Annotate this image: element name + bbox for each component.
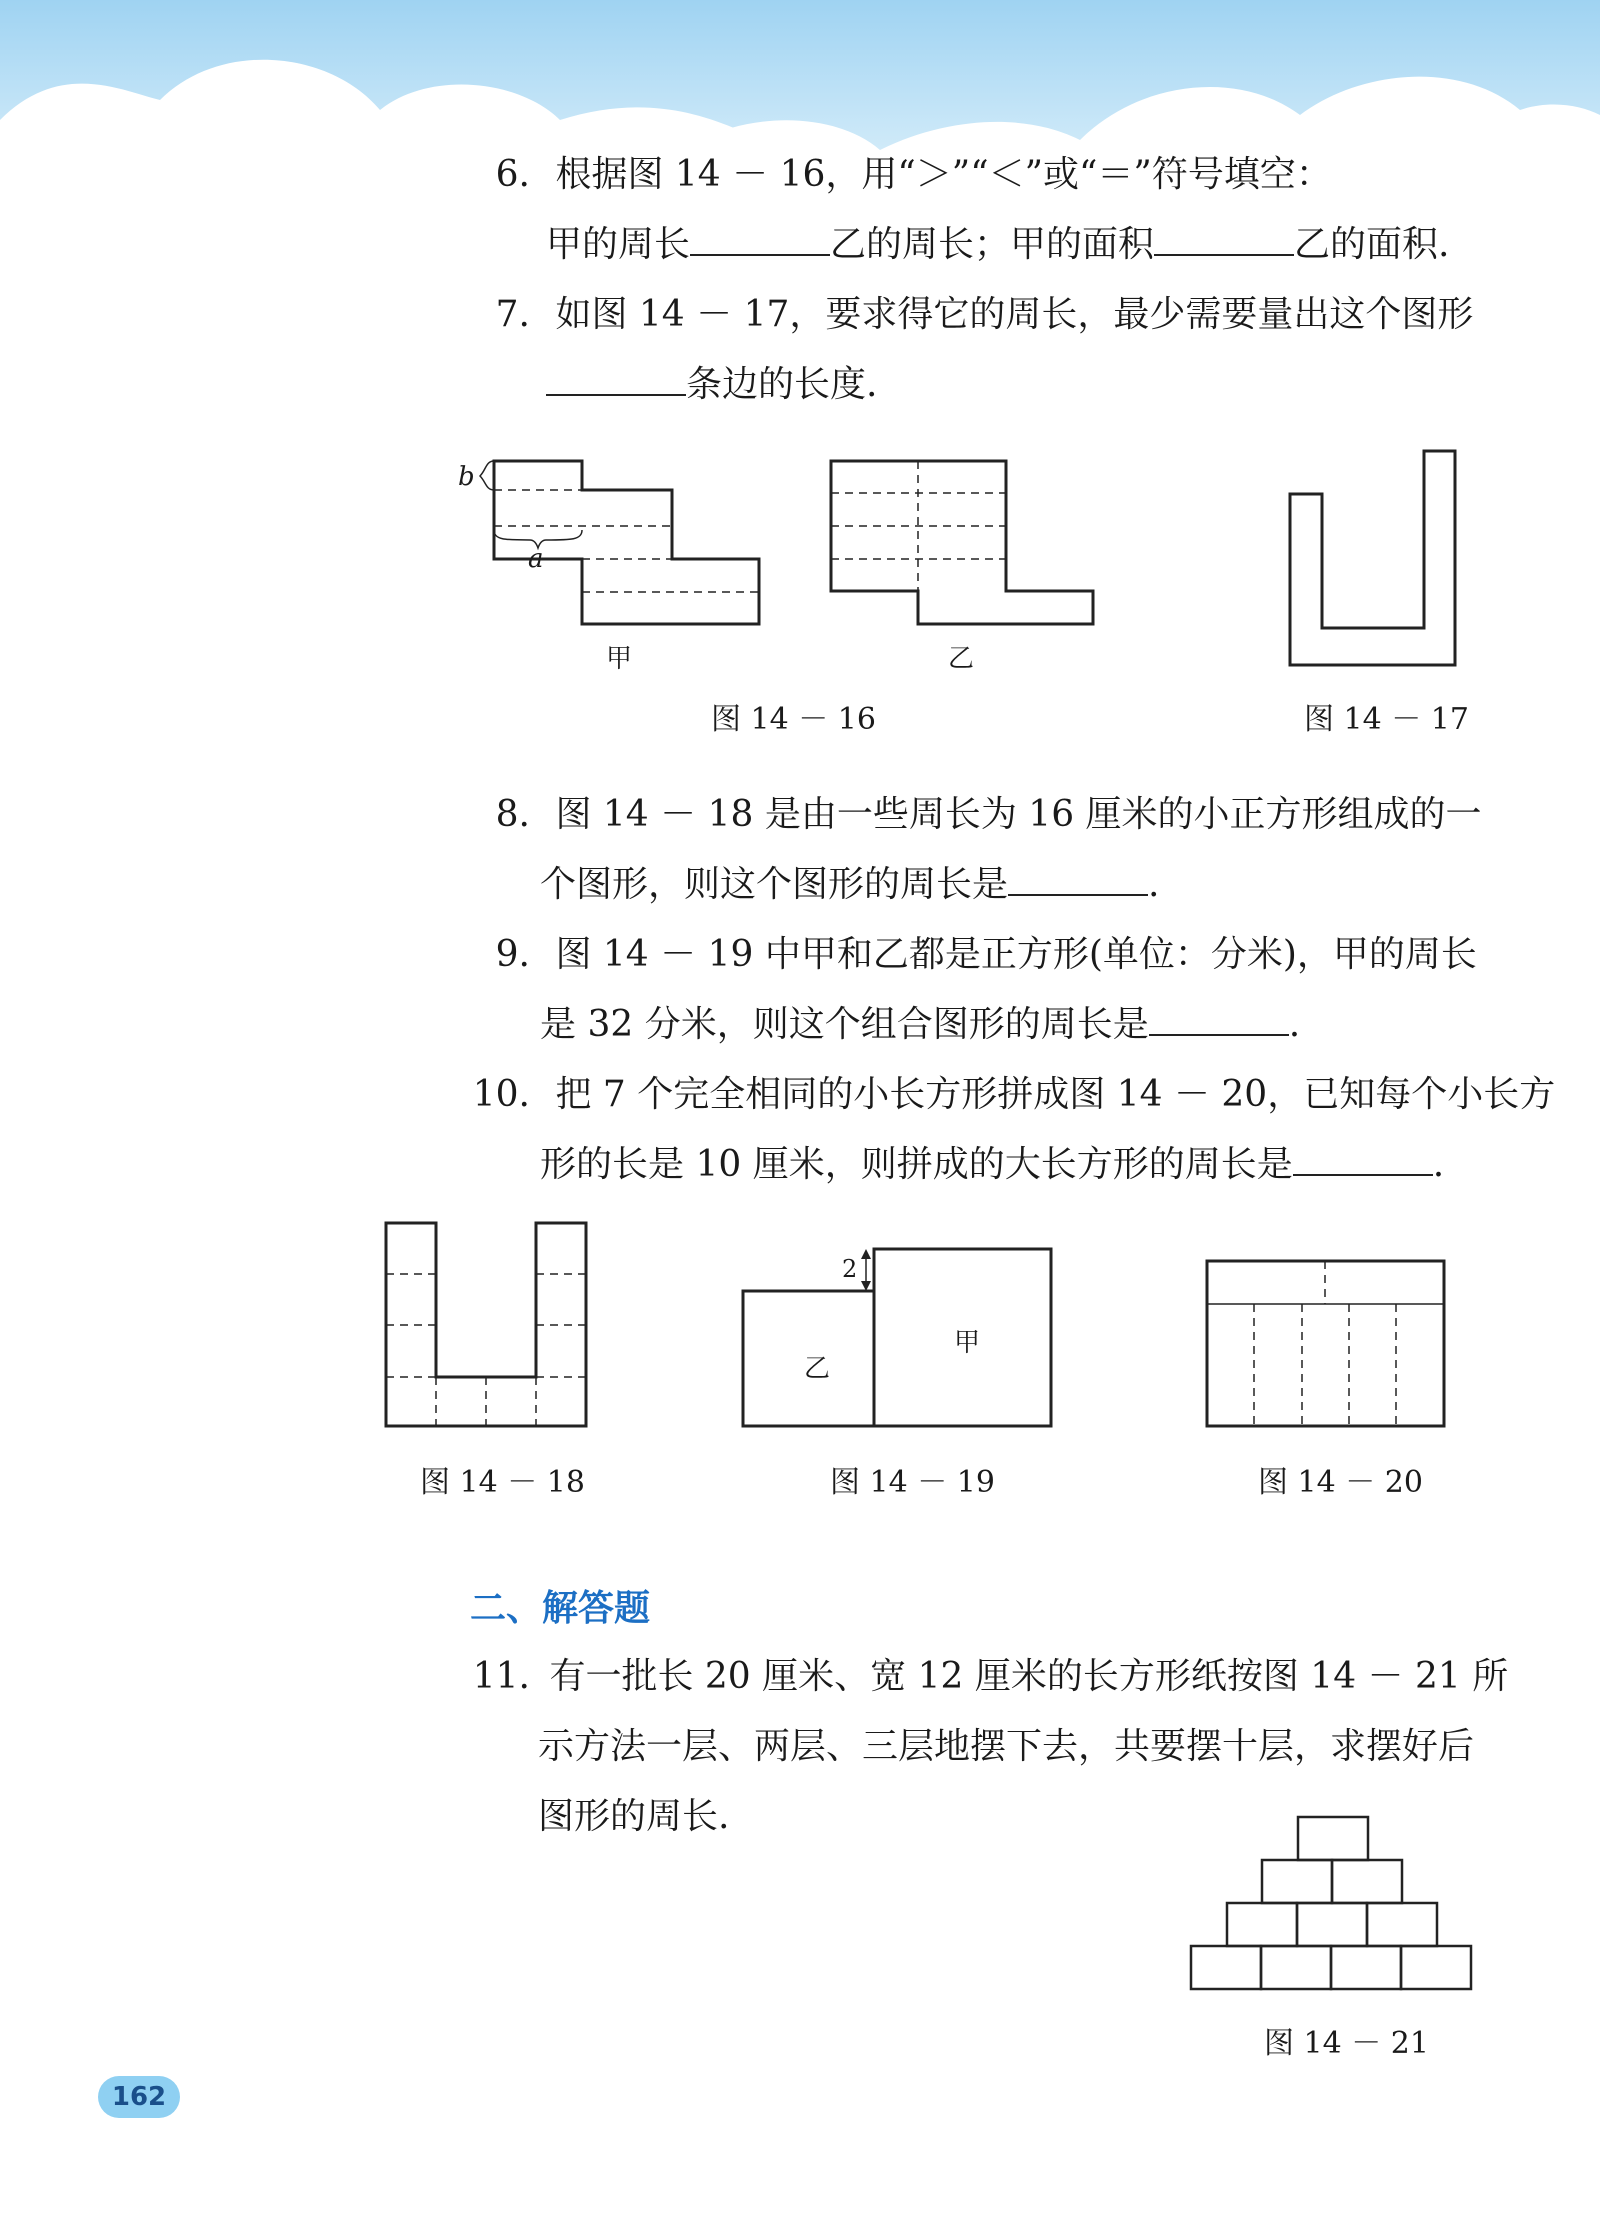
question-number: 11. xyxy=(472,1656,530,1697)
question-text: 个图形，则这个图形的周长是 xyxy=(540,864,1009,905)
caption-14-18: 图 14 － 18 xyxy=(420,1465,585,1500)
question-9-line1 xyxy=(490,920,1477,990)
question-text: . xyxy=(1148,864,1160,905)
question-text: 是 32 分米，则这个组合图形的周长是 xyxy=(540,1004,1149,1045)
question-6-line1 xyxy=(490,140,1332,210)
label-a: a xyxy=(528,544,544,574)
answer-blank[interactable] xyxy=(546,364,686,396)
figure-14-18 xyxy=(380,1215,600,1435)
question-11-line2: 示方法一层、两层、三层地摆下去，共要摆十层，求摆好后 xyxy=(538,1726,1475,1767)
question-text: 形的长是 10 厘米，则拼成的大长方形的周长是 xyxy=(540,1144,1293,1185)
question-11-line3: 图形的周长. xyxy=(538,1796,730,1837)
figure-14-16-yi xyxy=(820,455,1100,635)
question-11-line1 xyxy=(466,1642,1508,1712)
question-number: 7. xyxy=(495,294,530,335)
figure-14-20 xyxy=(1200,1255,1455,1435)
question-text: 乙的面积. xyxy=(1294,224,1450,265)
figure-14-21 xyxy=(1185,1810,1480,1995)
question-9-line2 xyxy=(540,990,1300,1060)
answer-blank[interactable] xyxy=(1008,864,1148,896)
figure-14-17 xyxy=(1280,445,1460,675)
question-number: 10. xyxy=(472,1074,530,1115)
label-jia: 甲 xyxy=(954,1328,981,1358)
question-text: . xyxy=(1432,1144,1445,1185)
label-jia: 甲 xyxy=(606,644,633,674)
page-number-badge: 162 xyxy=(98,2076,180,2118)
label-yi: 乙 xyxy=(804,1354,831,1384)
label-yi: 乙 xyxy=(948,644,975,674)
caption-14-20: 图 14 － 20 xyxy=(1258,1465,1423,1500)
question-number: 6. xyxy=(495,154,530,195)
section-title: 二、解答题 xyxy=(470,1588,651,1629)
answer-blank[interactable] xyxy=(1154,224,1294,256)
caption-14-16: 图 14 － 16 xyxy=(711,702,876,737)
figure-14-16-jia xyxy=(455,455,775,635)
label-2: 2 xyxy=(842,1255,858,1283)
question-text: 把 7 个完全相同的小长方形拼成图 14 － 20，已知每个小长方 xyxy=(555,1074,1556,1115)
caption-14-17: 图 14 － 17 xyxy=(1304,702,1469,737)
question-text: 根据图 14 － 16，用“＞”“＜”或“＝”符号填空： xyxy=(555,154,1332,195)
answer-blank[interactable] xyxy=(1293,1144,1433,1176)
caption-14-21: 图 14 － 21 xyxy=(1264,2026,1429,2061)
question-10-line1 xyxy=(466,1060,1555,1130)
question-text: 有一批长 20 厘米、宽 12 厘米的长方形纸按图 14 － 21 所 xyxy=(549,1656,1509,1697)
question-text: 甲的周长 xyxy=(546,224,691,265)
figure-14-19 xyxy=(735,1240,1055,1435)
question-text: 图 14 － 19 中甲和乙都是正方形(单位：分米)，甲的周长 xyxy=(555,934,1477,975)
label-b: b xyxy=(458,462,475,492)
question-number: 8. xyxy=(495,794,530,835)
question-text: 如图 14 － 17，要求得它的周长，最少需要量出这个图形 xyxy=(555,294,1474,335)
question-text: 乙的周长；甲的面积 xyxy=(830,224,1155,265)
question-number: 9. xyxy=(495,934,530,975)
answer-blank[interactable] xyxy=(1149,1004,1289,1036)
question-7-line2 xyxy=(546,350,877,420)
question-text: 条边的长度. xyxy=(686,364,878,405)
question-text: . xyxy=(1288,1004,1301,1045)
question-text: 图 14 － 18 是由一些周长为 16 厘米的小正方形组成的一 xyxy=(555,794,1482,835)
question-7-line1 xyxy=(490,280,1473,350)
answer-blank[interactable] xyxy=(690,224,830,256)
question-10-line2 xyxy=(540,1130,1444,1200)
question-8-line1 xyxy=(490,780,1482,850)
caption-14-19: 图 14 － 19 xyxy=(830,1465,995,1500)
question-6-line2 xyxy=(546,210,1449,280)
question-8-line2 xyxy=(540,850,1159,920)
